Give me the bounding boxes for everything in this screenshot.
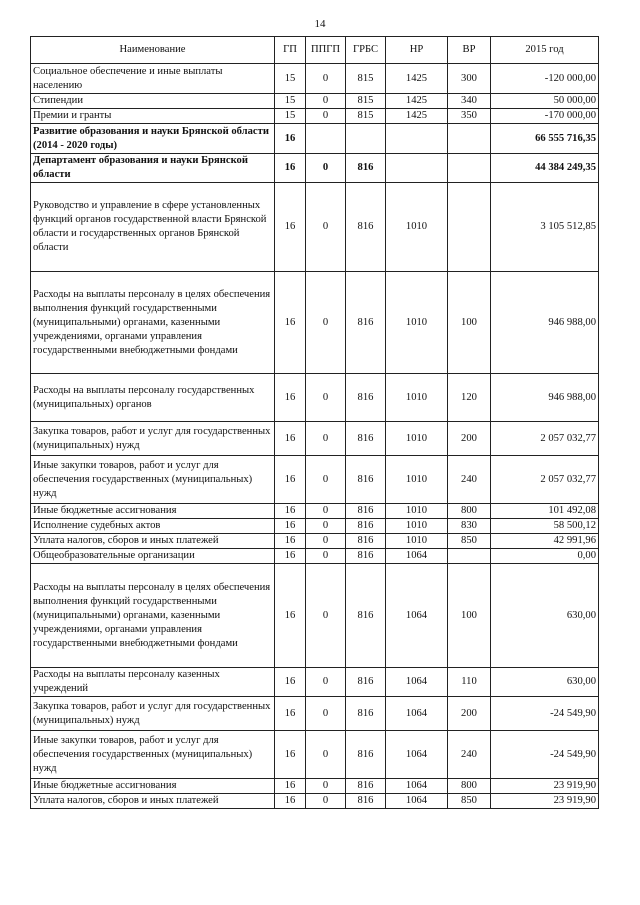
cell-vr: 100: [448, 564, 491, 668]
cell-ppgp: 0: [306, 564, 346, 668]
cell-ppgp: 0: [306, 668, 346, 697]
cell-name: Закупка товаров, работ и услуг для государственных (муниципальных) нужд: [31, 422, 275, 456]
table-row: [31, 154, 599, 183]
cell-grbs: 816: [346, 456, 386, 504]
cell-vr: 240: [448, 456, 491, 504]
cell-gp: 16: [275, 779, 306, 794]
cell-name: Стипендии: [31, 94, 275, 109]
cell-vr: [448, 183, 491, 272]
cell-name: Уплата налогов, сборов и иных платежей: [31, 794, 275, 809]
cell-nr: 1064: [386, 697, 448, 731]
cell-grbs: 816: [346, 272, 386, 374]
cell-name: Иные закупки товаров, работ и услуг для обеспечения государственных (муниципальных) нужд: [31, 731, 275, 779]
cell-nr: 1010: [386, 183, 448, 272]
cell-grbs: [346, 124, 386, 154]
table-row: [31, 697, 599, 731]
cell-gp: 16: [275, 534, 306, 549]
cell-amount: -170 000,00: [491, 109, 599, 124]
cell-name: Иные закупки товаров, работ и услуг для обеспечения государственных (муниципальных) нужд: [31, 456, 275, 504]
cell-amount: -120 000,00: [491, 64, 599, 94]
cell-vr: [448, 154, 491, 183]
cell-vr: 240: [448, 731, 491, 779]
cell-grbs: 815: [346, 109, 386, 124]
cell-ppgp: 0: [306, 422, 346, 456]
cell-gp: 16: [275, 668, 306, 697]
cell-ppgp: 0: [306, 519, 346, 534]
cell-nr: 1010: [386, 519, 448, 534]
cell-vr: 340: [448, 94, 491, 109]
table-row: [31, 124, 599, 154]
cell-ppgp: 0: [306, 183, 346, 272]
cell-vr: 200: [448, 697, 491, 731]
table-row: [31, 456, 599, 504]
cell-gp: 16: [275, 731, 306, 779]
cell-nr: 1064: [386, 668, 448, 697]
cell-amount: 3 105 512,85: [491, 183, 599, 272]
col-header-nr: НР: [386, 37, 448, 64]
cell-name: Премии и гранты: [31, 109, 275, 124]
cell-nr: 1010: [386, 422, 448, 456]
col-header-ppgp: ППГП: [306, 37, 346, 64]
cell-ppgp: 0: [306, 731, 346, 779]
cell-vr: [448, 549, 491, 564]
cell-amount: -24 549,90: [491, 731, 599, 779]
cell-grbs: 816: [346, 549, 386, 564]
cell-grbs: 816: [346, 183, 386, 272]
cell-ppgp: 0: [306, 794, 346, 809]
cell-nr: 1010: [386, 374, 448, 422]
table-row: [31, 731, 599, 779]
cell-name: Иные бюджетные ассигнования: [31, 779, 275, 794]
cell-vr: [448, 124, 491, 154]
cell-grbs: 816: [346, 794, 386, 809]
cell-amount: -24 549,90: [491, 697, 599, 731]
cell-ppgp: [306, 124, 346, 154]
cell-ppgp: 0: [306, 64, 346, 94]
cell-nr: 1064: [386, 564, 448, 668]
cell-nr: 1064: [386, 779, 448, 794]
cell-grbs: 816: [346, 697, 386, 731]
col-header-year: 2015 год: [491, 37, 599, 64]
cell-amount: 0,00: [491, 549, 599, 564]
budget-table: [30, 36, 599, 809]
table-row: [31, 549, 599, 564]
cell-nr: 1010: [386, 504, 448, 519]
cell-name: Департамент образования и науки Брянской области: [31, 154, 275, 183]
cell-gp: 15: [275, 64, 306, 94]
cell-amount: 2 057 032,77: [491, 456, 599, 504]
col-header-vr: ВР: [448, 37, 491, 64]
table-row: [31, 534, 599, 549]
cell-gp: 16: [275, 154, 306, 183]
cell-gp: 16: [275, 422, 306, 456]
cell-grbs: 815: [346, 94, 386, 109]
table-row: [31, 422, 599, 456]
cell-grbs: 816: [346, 731, 386, 779]
cell-nr: 1064: [386, 731, 448, 779]
cell-grbs: 816: [346, 374, 386, 422]
cell-amount: 630,00: [491, 668, 599, 697]
cell-nr: [386, 124, 448, 154]
cell-vr: 120: [448, 374, 491, 422]
cell-gp: 16: [275, 183, 306, 272]
cell-vr: 800: [448, 779, 491, 794]
cell-ppgp: 0: [306, 154, 346, 183]
cell-name: Иные бюджетные ассигнования: [31, 504, 275, 519]
cell-vr: 100: [448, 272, 491, 374]
cell-vr: 200: [448, 422, 491, 456]
cell-grbs: 816: [346, 422, 386, 456]
page-number: 14: [314, 18, 326, 30]
cell-grbs: 816: [346, 564, 386, 668]
table-row: [31, 109, 599, 124]
table-row: [31, 272, 599, 374]
cell-grbs: 815: [346, 64, 386, 94]
cell-vr: 110: [448, 668, 491, 697]
cell-ppgp: 0: [306, 697, 346, 731]
cell-amount: 66 555 716,35: [491, 124, 599, 154]
cell-name: Социальное обеспечение и иные выплаты населению: [31, 64, 275, 94]
cell-vr: 350: [448, 109, 491, 124]
col-header-grbs: ГРБС: [346, 37, 386, 64]
table-row: [31, 794, 599, 809]
cell-nr: 1010: [386, 534, 448, 549]
cell-ppgp: 0: [306, 456, 346, 504]
cell-gp: 16: [275, 456, 306, 504]
cell-nr: 1010: [386, 272, 448, 374]
cell-gp: 16: [275, 697, 306, 731]
cell-name: Расходы на выплаты персоналу казенных учреждений: [31, 668, 275, 697]
cell-ppgp: 0: [306, 549, 346, 564]
col-header-gp: ГП: [275, 37, 306, 64]
cell-gp: 15: [275, 94, 306, 109]
cell-ppgp: 0: [306, 374, 346, 422]
cell-nr: 1010: [386, 456, 448, 504]
cell-name: Общеобразовательные организации: [31, 549, 275, 564]
cell-grbs: 816: [346, 519, 386, 534]
cell-ppgp: 0: [306, 504, 346, 519]
cell-grbs: 816: [346, 504, 386, 519]
cell-vr: 800: [448, 504, 491, 519]
cell-amount: 58 500,12: [491, 519, 599, 534]
cell-grbs: 816: [346, 779, 386, 794]
cell-amount: 23 919,90: [491, 794, 599, 809]
cell-gp: 16: [275, 504, 306, 519]
cell-name: Расходы на выплаты персоналу в целях обеспечения выполнения функций государственными (муниципальными) органами, казенными учреждениями, органами управления государственными внебюджетными фондами: [31, 272, 275, 374]
cell-name: Расходы на выплаты персоналу государственных (муниципальных) органов: [31, 374, 275, 422]
cell-amount: 630,00: [491, 564, 599, 668]
cell-gp: 16: [275, 374, 306, 422]
cell-name: Расходы на выплаты персоналу в целях обеспечения выполнения функций государственными (муниципальными) органами, казенными учреждениями, органами управления государственными внебюджетными фондами: [31, 564, 275, 668]
table-row: [31, 183, 599, 272]
table-row: [31, 504, 599, 519]
table-row: [31, 564, 599, 668]
cell-nr: 1425: [386, 109, 448, 124]
table-row: [31, 519, 599, 534]
cell-amount: 946 988,00: [491, 374, 599, 422]
cell-vr: 850: [448, 534, 491, 549]
table-row: [31, 668, 599, 697]
cell-gp: 16: [275, 549, 306, 564]
cell-amount: 946 988,00: [491, 272, 599, 374]
col-header-name: Наименование: [31, 37, 275, 64]
cell-gp: 16: [275, 564, 306, 668]
cell-nr: 1425: [386, 64, 448, 94]
cell-amount: 42 991,96: [491, 534, 599, 549]
table-row: [31, 779, 599, 794]
cell-gp: 16: [275, 794, 306, 809]
cell-ppgp: 0: [306, 109, 346, 124]
table-row: [31, 64, 599, 94]
cell-amount: 23 919,90: [491, 779, 599, 794]
cell-name: Уплата налогов, сборов и иных платежей: [31, 534, 275, 549]
cell-ppgp: 0: [306, 94, 346, 109]
cell-grbs: 816: [346, 154, 386, 183]
cell-gp: 16: [275, 124, 306, 154]
cell-name: Руководство и управление в сфере установленных функций органов государственной власти Брянской области и государственных органов Брянской области: [31, 183, 275, 272]
cell-nr: 1064: [386, 794, 448, 809]
cell-amount: 50 000,00: [491, 94, 599, 109]
cell-ppgp: 0: [306, 534, 346, 549]
cell-nr: 1064: [386, 549, 448, 564]
cell-ppgp: 0: [306, 779, 346, 794]
cell-amount: 101 492,08: [491, 504, 599, 519]
cell-gp: 15: [275, 109, 306, 124]
cell-amount: 44 384 249,35: [491, 154, 599, 183]
cell-nr: [386, 154, 448, 183]
table-row: [31, 94, 599, 109]
cell-amount: 2 057 032,77: [491, 422, 599, 456]
table-row: [31, 374, 599, 422]
cell-name: Исполнение судебных актов: [31, 519, 275, 534]
cell-name: Развитие образования и науки Брянской области (2014 - 2020 годы): [31, 124, 275, 154]
cell-grbs: 816: [346, 534, 386, 549]
cell-nr: 1425: [386, 94, 448, 109]
cell-gp: 16: [275, 272, 306, 374]
cell-vr: 300: [448, 64, 491, 94]
cell-vr: 830: [448, 519, 491, 534]
header-row: [31, 37, 599, 64]
cell-gp: 16: [275, 519, 306, 534]
cell-grbs: 816: [346, 668, 386, 697]
cell-vr: 850: [448, 794, 491, 809]
cell-name: Закупка товаров, работ и услуг для государственных (муниципальных) нужд: [31, 697, 275, 731]
cell-ppgp: 0: [306, 272, 346, 374]
